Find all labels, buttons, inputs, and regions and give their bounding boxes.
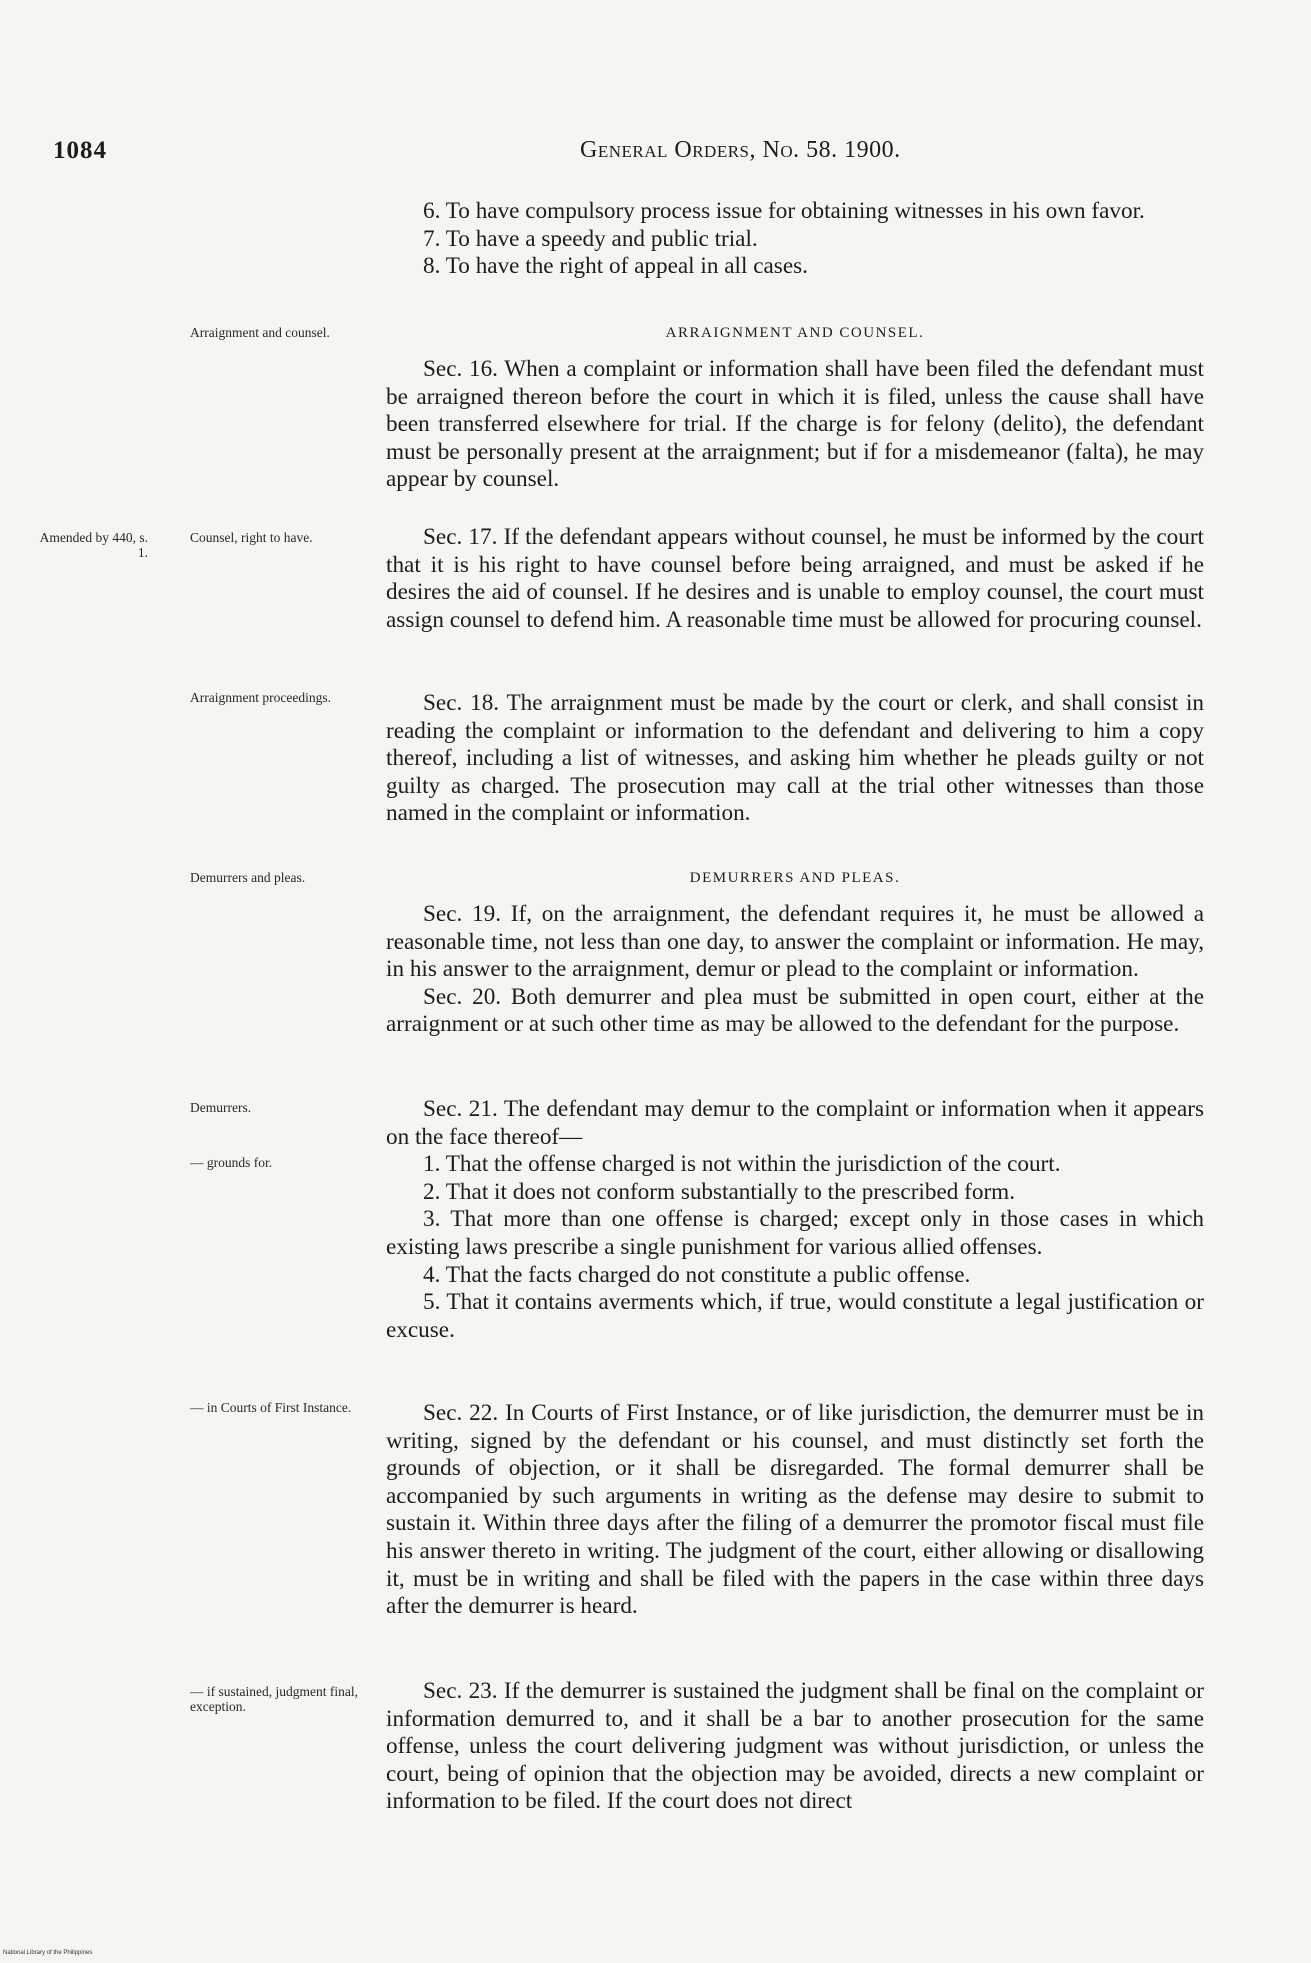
section-18: Sec. 18. The arraignment must be made by the court or clerk, and shall consist in reading the complaint or information to the defendant and delivering to him a copy thereof, including a list of witnesses, and asking him whether he pleads guilty or not guilty as charged. The prosecution may call at the trial other witnesses than those named in the complaint or information. [386,690,1204,827]
section-19: Sec. 19. If, on the arraignment, the defendant requires it, he must be allowed a reasonable time, not less than one day, to answer the complaint or information. He may, in his answer to the arraignment, demur or plead to the complaint or information. [386,901,1204,983]
section-20: Sec. 20. Both demurrer and plea must be submitted in open court, either at the arraignment or at such other time as may be allowed to the defendant for the purpose. [386,983,1204,1038]
items-top-block [386,198,1204,281]
margin-note-courts-first-instance: — in Courts of First Instance. [190,1400,352,1415]
margin-note-arraignment-proceedings: Arraignment proceedings. [190,690,331,705]
margin-note-demurrers-pleas: Demurrers and pleas. [190,870,306,885]
section-23: Sec. 23. If the demurrer is sustained the judgment shall be final on the complaint or information demurred to, and it shall be a bar to another prosecution for the same offense, unless the court delivering judgment was without jurisdiction, or unless the court, being of opinion that the objection may be avoided, directs a new complaint or information to be filed. If the court does not direct [386,1678,1204,1815]
item-8: 8. To have the right of appeal in all cases. [423,253,808,280]
item-6: 6. To have compulsory process issue for obtaining witnesses in his own favor. [423,198,1145,224]
ground-5: 5. That it contains averments which, if true, would constitute a legal justification or excuse. [386,1289,1204,1343]
margin-note-arraignment-counsel: Arraignment and counsel. [190,325,330,340]
margin-note-amended: Amended by 440, s. 1. [39,530,148,560]
margin-note-if-sustained: — if sustained, judgment final, exception. [190,1684,358,1714]
section-17: Sec. 17. If the defendant appears without counsel, he must be informed by the court that it is his right to have counsel before being arraigned, and must be asked if he desires the aid of counsel. If he desires and is unable to employ counsel, the court must assign counsel to defend him. A reasonable time must be allowed for procuring counsel. [386,524,1204,633]
section-21: Sec. 21. The defendant may demur to the complaint or information when it appears on the face thereof— [386,1096,1204,1150]
heading-demurrers-pleas: DEMURRERS AND PLEAS. [689,870,901,886]
heading-arraignment-counsel: ARRAIGNMENT AND COUNSEL. [665,325,925,341]
section-16: Sec. 16. When a complaint or information shall have been filed the defendant must be arraigned thereon before the court in which it is filed, unless the cause shall have been transferred elsewhere for trial. If the charge is for felony (delito), the defendant must be personally present at the arraignment; but if for a misdemeanor (falta), he may appear by counsel. [386,356,1204,493]
ground-1: 1. That the offense charged is not within the jurisdiction of the court. [423,1151,1061,1178]
ground-4: 4. That the facts charged do not constitute a public offense. [423,1261,971,1288]
footer-credit: National Library of the Philippines [3,1950,93,1956]
margin-note-grounds-for: — grounds for. [190,1155,273,1170]
section-19-20 [386,901,1204,1039]
item-7: 7. To have a speedy and public trial. [423,225,758,252]
margin-note-demurrers: Demurrers. [190,1100,252,1115]
margin-note-counsel-right: Counsel, right to have. [190,530,313,545]
section-21-block [386,1096,1204,1344]
ground-2: 2. That it does not conform substantially to the prescribed form. [423,1178,1016,1205]
running-header: General Orders, No. 58. 1900. [580,137,901,163]
section-22: Sec. 22. In Courts of First Instance, or of like jurisdiction, the demurrer must be in writing, signed by the defendant or his counsel, and must distinctly set forth the grounds of objection, or it shall be disregarded. The formal demurrer shall be accompanied by such arguments in writing as the defense may desire to submit to sustain it. Within three days after the filing of a demurrer the promotor fiscal must file his answer thereto in writing. The judgment of the court, either allowing or disallowing it, must be in writing and shall be filed with the papers in the case within three days after the demurrer is heard. [386,1400,1204,1620]
ground-3: 3. That more than one offense is charged; except only in those cases in which existing laws prescribe a single punishment for various allied offenses. [386,1206,1204,1260]
page-number: 1084 [53,137,107,164]
